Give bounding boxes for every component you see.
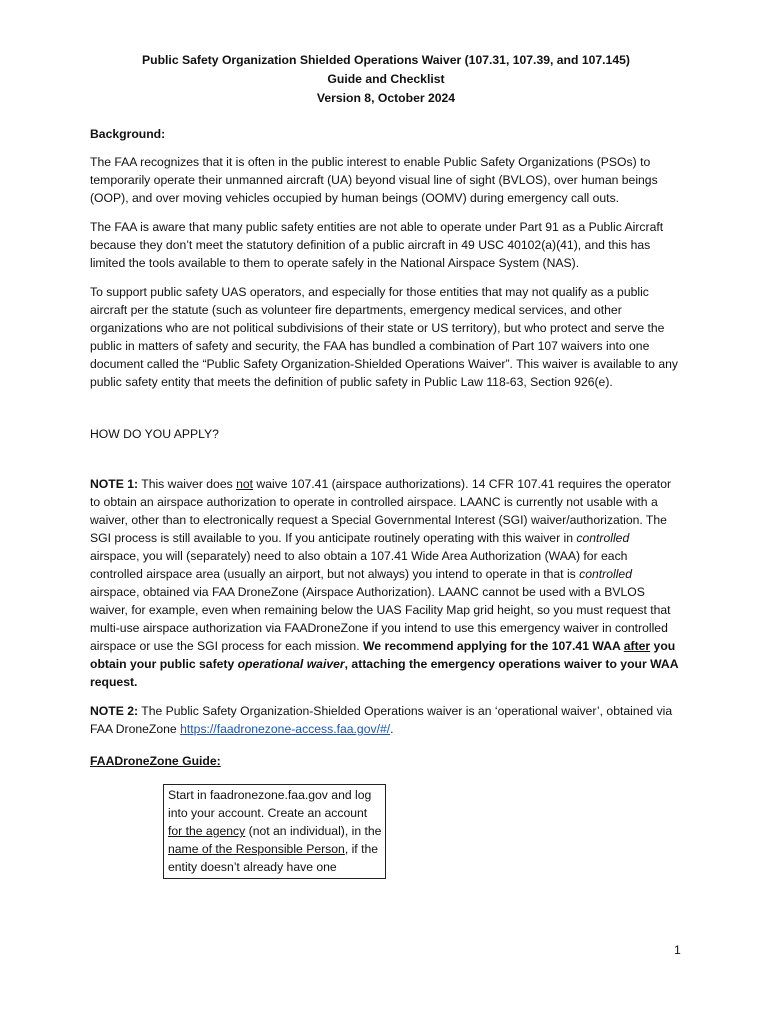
box-text-b: (not an individual), in the [245, 824, 382, 838]
note-1-text-d: airspace, obtained via FAA DroneZone (Airspace Authorization). LAANC cannot be used with a BVLOS waiver, for example, even when remaining below the UAS Facility Map grid height, so you must request that multi-use airspace authorization via FAADroneZone if you intend to use this emergency waiver in controlled airspace or use the SGI process for each mission. [90, 585, 671, 653]
guide-heading: FAADroneZone Guide: [90, 754, 221, 768]
note-1-not: not [236, 477, 254, 491]
note-2 [90, 702, 682, 738]
background-paragraph-3: To support public safety UAS operators, and especially for those entities that may not qualify as a public aircraft per the statute (such as volunteer fire departments, emergency medical services, and other organizations who are not political subdivisions of their state or US territory), but who protect and serve the public in matters of safety and security, the FAA has bundled a combination of Part 107 waivers into one document called the “Public Safety Organization-Shielded Operations Waiver”. This waiver is available to any public safety entity that meets the definition of public safety in Public Law 118-63, Section 926(e). [90, 285, 678, 389]
box-for-the-agency: for the agency [168, 824, 246, 838]
note-1-controlled-1: controlled [576, 531, 630, 545]
note-2-end: . [390, 722, 394, 736]
note-1-rec-a: We recommend applying for the 107.41 WAA [363, 639, 624, 653]
note-1-text-b: waive 107.41 (airspace authorizations). 14 CFR 107.41 requires the operator to obtain an airspace authorization to operate in controlled airspace. LAANC is currently not usable with a waiver, other than to electronically request a Special Governmental Interest (SGI) waiver/authorization. The SGI process is still available to you. If you anticipate routinely operating with this waiver in [90, 477, 672, 545]
note-2-text: The Public Safety Organization-Shielded Operations waiver is an ‘operational waiver’, obtained via FAA DroneZone [90, 704, 673, 736]
note-1-rec-b: you obtain your public safety [90, 639, 676, 671]
box-responsible-person: name of the Responsible Person [168, 842, 345, 856]
page-number: 1 [674, 943, 681, 957]
note-1-label: NOTE 1: [90, 477, 139, 491]
guide-step-box [163, 784, 386, 879]
note-2-label: NOTE 2: [90, 704, 139, 718]
note-1-after: after [623, 639, 651, 653]
box-text-c: , if the entity doesn’t already have one [168, 842, 379, 874]
page-content [90, 51, 682, 879]
note-1-rec-c: , attaching the emergency operations waiver to your WAA request. [90, 657, 679, 689]
note-1-text-a: This waiver does [138, 477, 237, 491]
title-line-2: Guide and Checklist [327, 72, 445, 86]
note-1-text-c: airspace, you will (separately) need to also obtain a 107.41 Wide Area Authorization (WAA) for each controlled airspace area (usually an airport, but not always) you intend to operate in that is [90, 549, 628, 581]
title-line-3: Version 8, October 2024 [316, 91, 456, 105]
title-line-1: Public Safety Organization Shielded Operations Waiver (107.31, 107.39, and 107.145) [142, 53, 630, 67]
background-paragraph-2: The FAA is aware that many public safety entities are not able to operate under Part 91 as a Public Aircraft because they don’t meet the statutory definition of a public aircraft in 49 USC 40102(a)(41), and this has limited the tools available to them to operate safely in the National Airspace System (NAS). [90, 220, 664, 270]
background-heading: Background: [90, 127, 166, 141]
note-1-controlled-2: controlled [579, 567, 632, 581]
note-1 [90, 475, 682, 691]
faadronezone-link[interactable]: https://faadronezone-access.faa.gov/#/ [180, 722, 391, 736]
note-1-operational-waiver: operational waiver [237, 657, 345, 671]
background-paragraph-1: The FAA recognizes that it is often in the public interest to enable Public Safety Organizations (PSOs) to temporarily operate their unmanned aircraft (UA) beyond visual line of sight (BVLOS), over human beings (OOP), and over moving vehicles occupied by human beings (OOMV) during emergency call outs. [90, 155, 658, 205]
document-title [90, 51, 682, 108]
how-to-apply-heading: HOW DO YOU APPLY? [90, 427, 219, 441]
box-text-a: Start in faadronezone.faa.gov and log into your account. Create an account [168, 788, 372, 820]
